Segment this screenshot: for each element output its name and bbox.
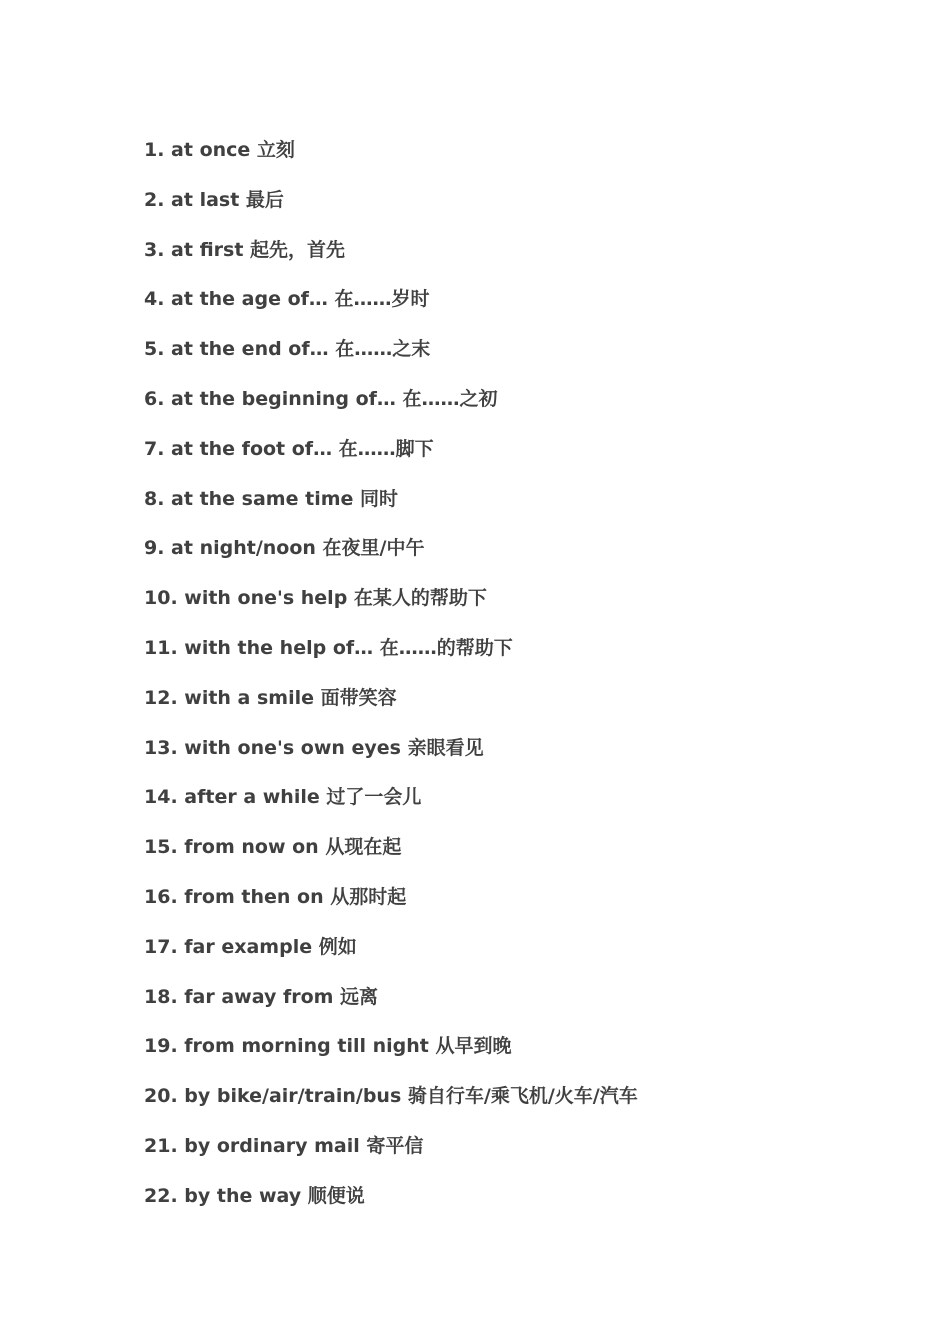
phrase-item: 2. at last 最后 — [144, 188, 284, 211]
phrase-item: 15. from now on 从现在起 — [144, 836, 402, 859]
phrase-item: 7. at the foot of… 在……脚下 — [144, 437, 434, 460]
phrase-item: 4. at the age of… 在……岁时 — [144, 288, 430, 311]
phrase-item: 8. at the same time 同时 — [144, 487, 399, 510]
phrase-item: 17. far example 例如 — [144, 935, 357, 958]
phrase-item: 13. with one's own eyes 亲眼看见 — [144, 736, 484, 759]
phrase-item: 21. by ordinary mail 寄平信 — [144, 1134, 424, 1157]
phrase-item: 6. at the beginning of… 在……之初 — [144, 387, 498, 410]
phrase-item: 16. from then on 从那时起 — [144, 885, 407, 908]
phrase-item: 20. by bike/air/train/bus 骑自行车/乘飞机/火车/汽车 — [144, 1085, 638, 1108]
phrase-item: 19. from morning till night 从早到晚 — [144, 1035, 512, 1058]
phrase-item: 5. at the end of… 在……之末 — [144, 338, 431, 361]
phrase-list — [144, 136, 904, 1232]
phrase-item: 14. after a while 过了一会儿 — [144, 786, 422, 809]
phrase-item: 12. with a smile 面带笑容 — [144, 686, 397, 709]
phrase-item: 9. at night/noon 在夜里/中午 — [144, 537, 425, 560]
phrase-item: 1. at once 立刻 — [144, 139, 295, 161]
phrase-item: 3. at first 起先，首先 — [144, 238, 346, 261]
phrase-item: 11. with the help of… 在……的帮助下 — [144, 636, 513, 659]
phrase-item: 18. far away from 远离 — [144, 985, 379, 1008]
phrase-item: 10. with one's help 在某人的帮助下 — [144, 587, 487, 610]
phrase-item: 22. by the way 顺便说 — [144, 1184, 365, 1207]
